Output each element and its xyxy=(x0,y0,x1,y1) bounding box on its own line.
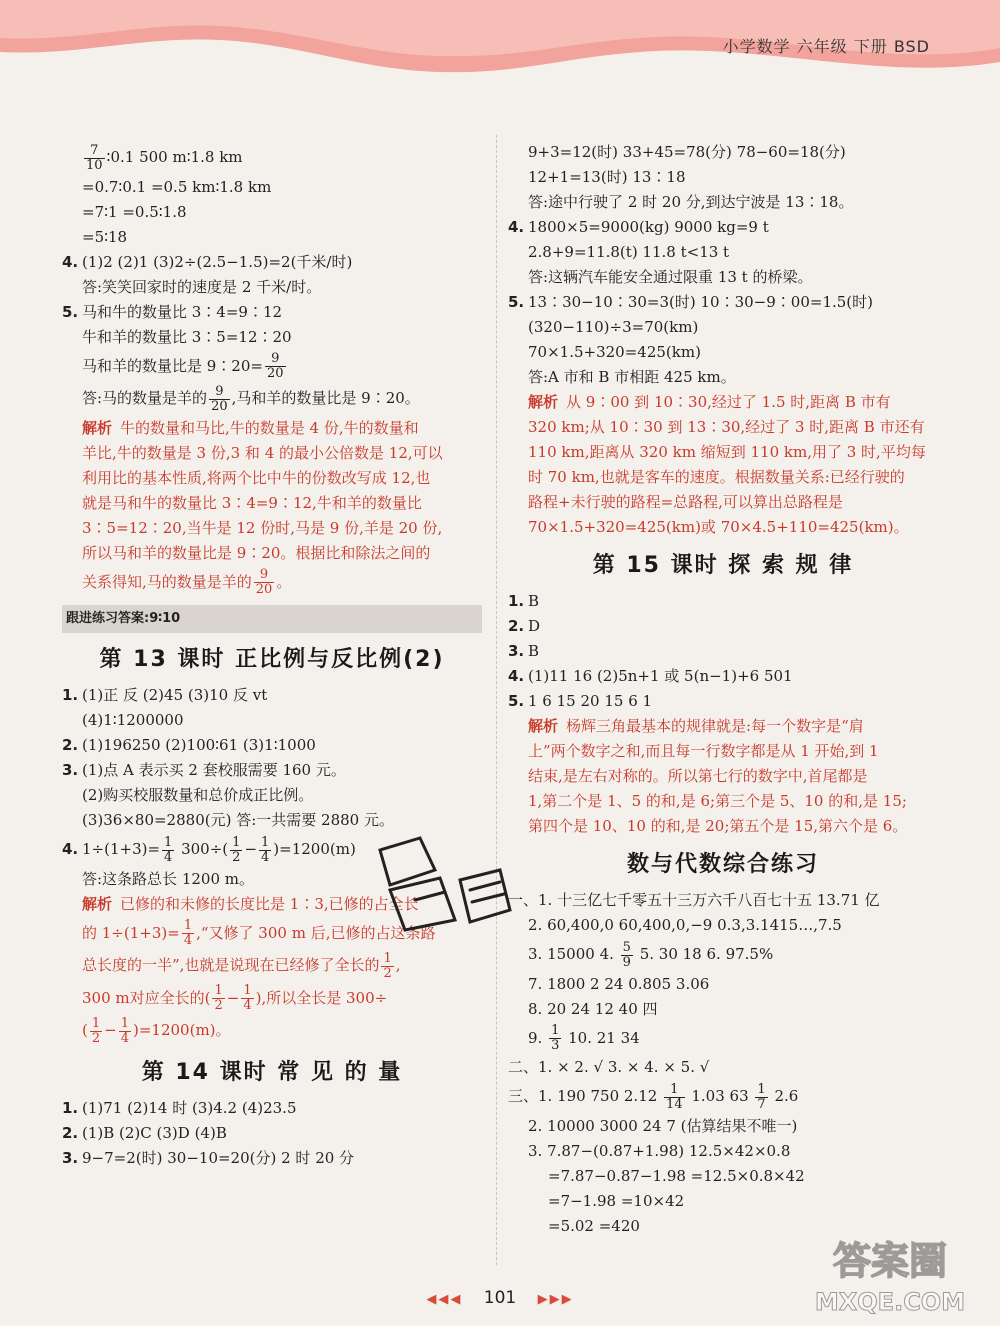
fraction-numerator: 1 xyxy=(551,1023,560,1038)
line-text: =7.87−0.87−1.98 =12.5×0.8×42 xyxy=(548,1166,805,1185)
fraction-denominator: 2 xyxy=(383,965,392,981)
fraction xyxy=(84,144,105,173)
text-segment: − xyxy=(244,840,258,858)
line-text: 路程+未行驶的路程=总路程,可以算出总路程是 xyxy=(528,493,843,511)
line-text: (4)1∶1200000 xyxy=(82,711,184,729)
fraction xyxy=(254,568,275,597)
text-segment: 5. 30 18 6. 97.5% xyxy=(634,945,774,963)
text-segment: 马和羊的数量比是 9∶20= xyxy=(82,356,263,375)
fraction xyxy=(259,836,271,865)
answer-line xyxy=(508,939,938,970)
answer-line xyxy=(62,300,482,324)
answer-line xyxy=(508,972,938,996)
answer-line xyxy=(62,441,482,465)
fraction xyxy=(755,1083,767,1112)
line-text: D xyxy=(528,617,541,635)
answer-line xyxy=(62,1121,482,1145)
line-text: 牛和羊的数量比 3∶5=12∶20 xyxy=(82,327,292,346)
line-text: B xyxy=(528,642,540,660)
answer-line xyxy=(62,1146,482,1170)
text-segment: 1÷(1+3)= xyxy=(82,840,161,858)
question-number: 5. xyxy=(508,293,525,311)
answer-line xyxy=(508,1164,938,1188)
prev-arrows-icon: ◀◀◀ xyxy=(426,1292,463,1307)
fraction-denominator: 3 xyxy=(551,1038,560,1053)
text-segment: 10. 21 34 xyxy=(563,1028,640,1047)
line-text: (1)正 反 (2)45 (3)10 反 vt xyxy=(82,686,268,704)
answer-line xyxy=(62,200,482,224)
answer-line xyxy=(62,1096,482,1120)
fraction xyxy=(230,836,242,865)
fraction-numerator: 1 xyxy=(664,1083,685,1098)
fraction xyxy=(265,352,286,381)
next-arrows-icon: ▶▶▶ xyxy=(537,1292,574,1307)
fraction-denominator: 2 xyxy=(214,998,223,1013)
line-text: 从 9∶00 到 10∶30,经过了 1.5 时,距离 B 市有 xyxy=(566,393,891,411)
answer-line xyxy=(62,983,482,1014)
fraction-denominator: 4 xyxy=(261,849,270,865)
answer-line xyxy=(508,515,938,539)
question-number: 3. xyxy=(508,642,525,660)
answer-line xyxy=(62,708,482,732)
column-divider xyxy=(496,135,497,1265)
line-text: 2.8+9=11.8(t) 11.8 t<13 t xyxy=(528,243,730,261)
answer-line xyxy=(508,714,938,738)
line-text: 羊比,牛的数量是 3 份,3 和 4 的最小公倍数是 12,可以 xyxy=(82,443,443,462)
answer-line xyxy=(508,140,938,164)
answer-line xyxy=(62,567,482,598)
analysis-label: 解析 xyxy=(528,717,559,735)
line-text: 第四个是 10、10 的和,是 20;第五个是 15,第六个是 6。 xyxy=(528,817,908,835)
line-text: 利用比的基本性质,将两个比中牛的份数改写成 12,也 xyxy=(82,468,431,487)
line-text: =5∶18 xyxy=(82,227,128,246)
answer-line xyxy=(508,365,938,389)
fraction xyxy=(212,984,224,1013)
line-text: =5.02 =420 xyxy=(548,1216,640,1235)
line-text: 70×1.5+320=425(km)或 70×4.5+110=425(km)。 xyxy=(528,518,909,536)
fraction-numerator: 1 xyxy=(757,1081,766,1097)
question-number: 1. xyxy=(508,592,525,610)
text-segment: 答:马的数量是羊的 xyxy=(82,389,208,407)
answer-line xyxy=(508,440,938,464)
text-segment: − xyxy=(104,1021,117,1039)
line-text: (3)36×80=2880(元) 答:一共需要 2880 元。 xyxy=(82,811,394,829)
line-text: (320−110)÷3=70(km) xyxy=(528,318,699,336)
fraction xyxy=(241,984,253,1013)
text-segment: ∶0.1 500 m∶1.8 km xyxy=(106,148,243,166)
line-text: 12+1=13(时) 13∶18 xyxy=(528,168,686,186)
text-segment: 关系得知,马的数量是羊的 xyxy=(82,572,252,591)
watermark-title: 答案圈 xyxy=(832,1239,948,1283)
answer-line xyxy=(508,639,938,663)
question-number: 3. xyxy=(62,1148,79,1167)
answer-line xyxy=(62,250,482,274)
fraction xyxy=(549,1024,561,1053)
question-number: 3. xyxy=(62,761,79,779)
line-text: 13∶30−10∶30=3(时) 10∶30−9∶00=1.5(时) xyxy=(528,293,874,311)
line-text: 9−7=2(时) 30−10=20(分) 2 时 20 分 xyxy=(82,1148,355,1167)
fraction xyxy=(90,1017,102,1046)
fraction-numerator: 1 xyxy=(261,834,270,850)
fraction-denominator: 9 xyxy=(622,954,631,970)
fraction-denominator: 4 xyxy=(120,1030,129,1046)
text-segment: 总长度的一半”,也就是说现在已经修了全长的 xyxy=(82,956,380,974)
line-text: (1)196250 (2)100∶61 (3)1∶1000 xyxy=(82,736,316,754)
fraction-numerator: 9 xyxy=(254,568,275,583)
line-text: 就是马和牛的数量比 3∶4=9∶12,牛和羊的数量比 xyxy=(82,493,422,512)
text-segment: )=1200(m)。 xyxy=(133,1021,231,1039)
fraction-denominator: 2 xyxy=(232,849,241,865)
page-number: 101 xyxy=(483,1288,517,1308)
analysis-label: 解析 xyxy=(82,418,113,437)
line-text: 320 km;从 10∶30 到 13∶30,经过了 3 时,距离 B 市还有 xyxy=(528,418,925,436)
answer-line xyxy=(62,541,482,565)
answer-line xyxy=(62,383,482,414)
line-text: 8. 20 24 12 40 四 xyxy=(528,999,658,1018)
line-text: 结束,是左右对称的。所以第七行的数字中,首尾都是 xyxy=(528,767,868,785)
question-number: 4. xyxy=(508,218,525,236)
line-text: 时 70 km,也就是客车的速度。根据数量关系:已经行驶的 xyxy=(528,468,905,486)
answer-line xyxy=(62,416,482,440)
analysis-label: 解析 xyxy=(528,393,559,411)
line-text: (1)B (2)C (3)D (4)B xyxy=(82,1123,227,1142)
fraction xyxy=(119,1017,131,1046)
fraction xyxy=(664,1083,685,1112)
fraction-numerator: 1 xyxy=(214,983,223,998)
right-column xyxy=(508,140,938,1239)
fraction-numerator: 1 xyxy=(232,834,241,850)
answer-line xyxy=(508,240,938,264)
answer-line xyxy=(508,614,938,638)
answer-line xyxy=(62,758,482,782)
line-text: 已修的和未修的长度比是 1∶3,已修的占全长 xyxy=(120,894,419,913)
line-text: 答:笑笑回家时的速度是 2 千米/时。 xyxy=(82,277,322,296)
fraction xyxy=(621,941,633,970)
line-text: 2. 10000 3000 24 7 (估算结果不唯一) xyxy=(528,1116,798,1135)
section-heading: 第 14 课时 常 见 的 量 xyxy=(141,1059,403,1085)
fraction-denominator: 7 xyxy=(757,1096,766,1112)
line-text: (1)点 A 表示买 2 套校服需要 160 元。 xyxy=(82,761,346,779)
fraction-numerator: 1 xyxy=(243,983,252,998)
question-number: 2. xyxy=(62,736,79,754)
fraction xyxy=(182,919,194,948)
line-text: 二、1. × 2. √ 3. × 4. × 5. √ xyxy=(508,1058,710,1076)
section-heading: 第 13 课时 正比例与反比例(2) xyxy=(99,647,445,672)
fraction-numerator: 1 xyxy=(383,950,392,966)
text-segment: 300 m对应全长的( xyxy=(82,988,211,1007)
fraction-denominator: 4 xyxy=(183,933,193,948)
fraction-denominator: 10 xyxy=(86,157,103,173)
answer-line xyxy=(62,783,482,807)
page-header xyxy=(0,0,1000,80)
answer-line xyxy=(508,789,938,813)
section-heading: 第 15 课时 探 索 规 律 xyxy=(592,553,854,578)
left-column xyxy=(62,140,482,1171)
fraction-numerator: 1 xyxy=(91,1015,101,1031)
line-text: 1,第二个是 1、5 的和,是 6;第三个是 5、10 的和,是 15; xyxy=(528,792,907,810)
fraction-denominator: 20 xyxy=(211,398,228,414)
answer-line xyxy=(508,664,938,688)
answer-line xyxy=(508,888,938,912)
line-text: 答:这辆汽车能安全通过限重 13 t 的桥梁。 xyxy=(528,268,813,286)
question-number: 2. xyxy=(62,1123,79,1142)
answer-line xyxy=(508,490,938,514)
fraction-numerator: 9 xyxy=(265,352,286,367)
answer-line xyxy=(62,225,482,249)
line-text: 2. 60,400,0 60,400,0,−9 0.3,3.1415…,7.5 xyxy=(528,916,842,934)
text-segment: ,马和羊的数量比是 9∶20。 xyxy=(231,389,420,407)
answer-line xyxy=(62,275,482,299)
text-segment: 的 1÷(1+3)= xyxy=(82,923,180,942)
fraction xyxy=(162,836,174,865)
line-text: 答:这条路总长 1200 m。 xyxy=(82,869,254,888)
analysis-label: 解析 xyxy=(82,894,113,913)
fraction-numerator: 5 xyxy=(622,939,631,955)
fraction-numerator: 9 xyxy=(209,385,230,400)
text-segment: , xyxy=(395,956,401,974)
text-segment: 300÷( xyxy=(176,840,229,858)
answer-line xyxy=(508,1081,938,1112)
answer-line xyxy=(508,913,938,937)
answer-line xyxy=(508,315,938,339)
answer-line xyxy=(508,997,938,1021)
answer-line xyxy=(62,1015,482,1046)
line-text: =7−1.98 =10×42 xyxy=(548,1191,685,1210)
handwritten-stamp xyxy=(360,830,520,970)
watermark-logo xyxy=(790,1230,990,1320)
question-number: 5. xyxy=(508,692,525,710)
question-number: 5. xyxy=(62,302,79,321)
line-text: (1)11 16 (2)5n+1 或 5(n−1)+6 501 xyxy=(528,667,793,685)
answer-line xyxy=(508,1139,938,1163)
text-segment: ,“又修了 300 m 后,已修的占这条路 xyxy=(196,923,436,942)
fraction-denominator: 4 xyxy=(164,849,173,865)
text-segment: 。 xyxy=(276,572,292,591)
line-text: 杨辉三角最基本的规律就是:每一个数字是“肩 xyxy=(566,717,864,735)
answer-line xyxy=(62,491,482,515)
answer-line xyxy=(62,142,482,173)
watermark-url: MXQE.COM xyxy=(814,1288,966,1316)
question-number: 1. xyxy=(62,1098,79,1117)
line-text: =7∶1 =0.5∶1.8 xyxy=(82,202,187,221)
fraction-denominator: 20 xyxy=(255,582,273,597)
fraction-denominator: 4 xyxy=(243,998,252,1013)
answer-line xyxy=(508,1055,938,1079)
answer-line xyxy=(62,733,482,757)
answer-line xyxy=(508,1189,938,1213)
question-number: 4. xyxy=(508,667,525,685)
line-text: 70×1.5+320=425(km) xyxy=(528,343,701,361)
answer-line xyxy=(508,764,938,788)
line-text: (1)2 (2)1 (3)2÷(2.5−1.5)=2(千米/时) xyxy=(82,252,353,271)
answer-line xyxy=(508,390,938,414)
answer-line xyxy=(508,589,938,613)
line-text: 9+3=12(时) 33+45=78(分) 78−60=18(分) xyxy=(528,143,846,161)
answer-line xyxy=(508,1023,938,1054)
question-number: 2. xyxy=(508,617,525,635)
answer-line xyxy=(62,516,482,540)
line-text: (1)71 (2)14 时 (3)4.2 (4)23.5 xyxy=(82,1098,297,1117)
answer-line xyxy=(508,165,938,189)
line-text: (2)购买校服数量和总价成正比例。 xyxy=(82,786,314,804)
text-segment: 3. 15000 4. xyxy=(528,945,619,963)
answer-line xyxy=(508,215,938,239)
question-number: 4. xyxy=(62,252,79,271)
line-text: 一、1. 十三亿七千零五十三万六千八百七十五 13.71 亿 xyxy=(508,891,880,909)
answer-line xyxy=(508,290,938,314)
fraction-numerator: 1 xyxy=(120,1015,129,1031)
line-text: 1 6 15 20 15 6 1 xyxy=(528,692,653,710)
answer-line xyxy=(508,1114,938,1138)
answer-line xyxy=(62,325,482,349)
line-text: 马和牛的数量比 3∶4=9∶12 xyxy=(82,302,283,321)
fraction-denominator: 20 xyxy=(266,366,284,381)
answer-line xyxy=(508,739,938,763)
line-text: 110 km,距离从 320 km 缩短到 110 km,用了 3 时,平均每 xyxy=(528,443,926,461)
line-text: B xyxy=(528,592,540,610)
text-segment: ),所以全长是 300÷ xyxy=(255,988,388,1007)
question-number: 4. xyxy=(62,840,79,858)
text-segment: 9. xyxy=(528,1028,548,1047)
practice-answer-bar: 跟进练习答案:9∶10 xyxy=(62,605,482,633)
line-text: 3. 7.87−(0.87+1.98) 12.5×42×0.8 xyxy=(528,1141,791,1160)
answer-line xyxy=(508,689,938,713)
answer-line xyxy=(508,814,938,838)
answer-line xyxy=(62,351,482,382)
answer-line xyxy=(62,175,482,199)
answer-line xyxy=(508,190,938,214)
text-segment: − xyxy=(226,988,240,1007)
line-text: 所以马和羊的数量比是 9∶20。根据比和除法之间的 xyxy=(82,543,431,562)
answer-line xyxy=(62,466,482,490)
fraction xyxy=(209,385,230,414)
text-segment: 三、1. 190 750 2.12 xyxy=(508,1087,663,1105)
text-segment: ( xyxy=(82,1021,88,1039)
line-text: 答:A 市和 B 市相距 425 km。 xyxy=(528,368,736,386)
fraction-denominator: 2 xyxy=(91,1030,101,1046)
fraction-numerator: 7 xyxy=(84,144,105,159)
line-text: 7. 1800 2 24 0.805 3.06 xyxy=(528,974,710,993)
text-segment: 2.6 xyxy=(769,1087,799,1105)
answer-line xyxy=(62,683,482,707)
header-title: 小学数学 六年级 下册 BSD xyxy=(722,37,930,56)
answer-line xyxy=(508,465,938,489)
section-heading: 数与代数综合练习 xyxy=(626,852,819,877)
fraction-numerator: 1 xyxy=(164,834,173,850)
line-text: 牛的数量和马比,牛的数量是 4 份,牛的数量和 xyxy=(120,418,419,437)
text-segment: )=1200(m) xyxy=(273,840,356,858)
line-text: =0.7∶0.1 =0.5 km∶1.8 km xyxy=(82,177,272,196)
answer-line xyxy=(508,265,938,289)
fraction-denominator: 14 xyxy=(666,1096,683,1112)
text-segment: 1.03 63 xyxy=(686,1087,754,1105)
answer-line xyxy=(508,415,938,439)
line-text: 1800×5=9000(kg) 9000 kg=9 t xyxy=(528,218,769,236)
line-text: 3∶5=12∶20,当牛是 12 份时,马是 9 份,羊是 20 份, xyxy=(82,518,443,537)
line-text: 答:途中行驶了 2 时 20 分,到达宁波是 13∶18。 xyxy=(528,193,854,211)
answer-line xyxy=(62,808,482,832)
fraction-numerator: 1 xyxy=(183,918,193,933)
answer-line xyxy=(508,340,938,364)
question-number: 1. xyxy=(62,686,79,704)
line-text: 上”两个数字之和,而且每一行数字都是从 1 开始,到 1 xyxy=(528,742,879,760)
